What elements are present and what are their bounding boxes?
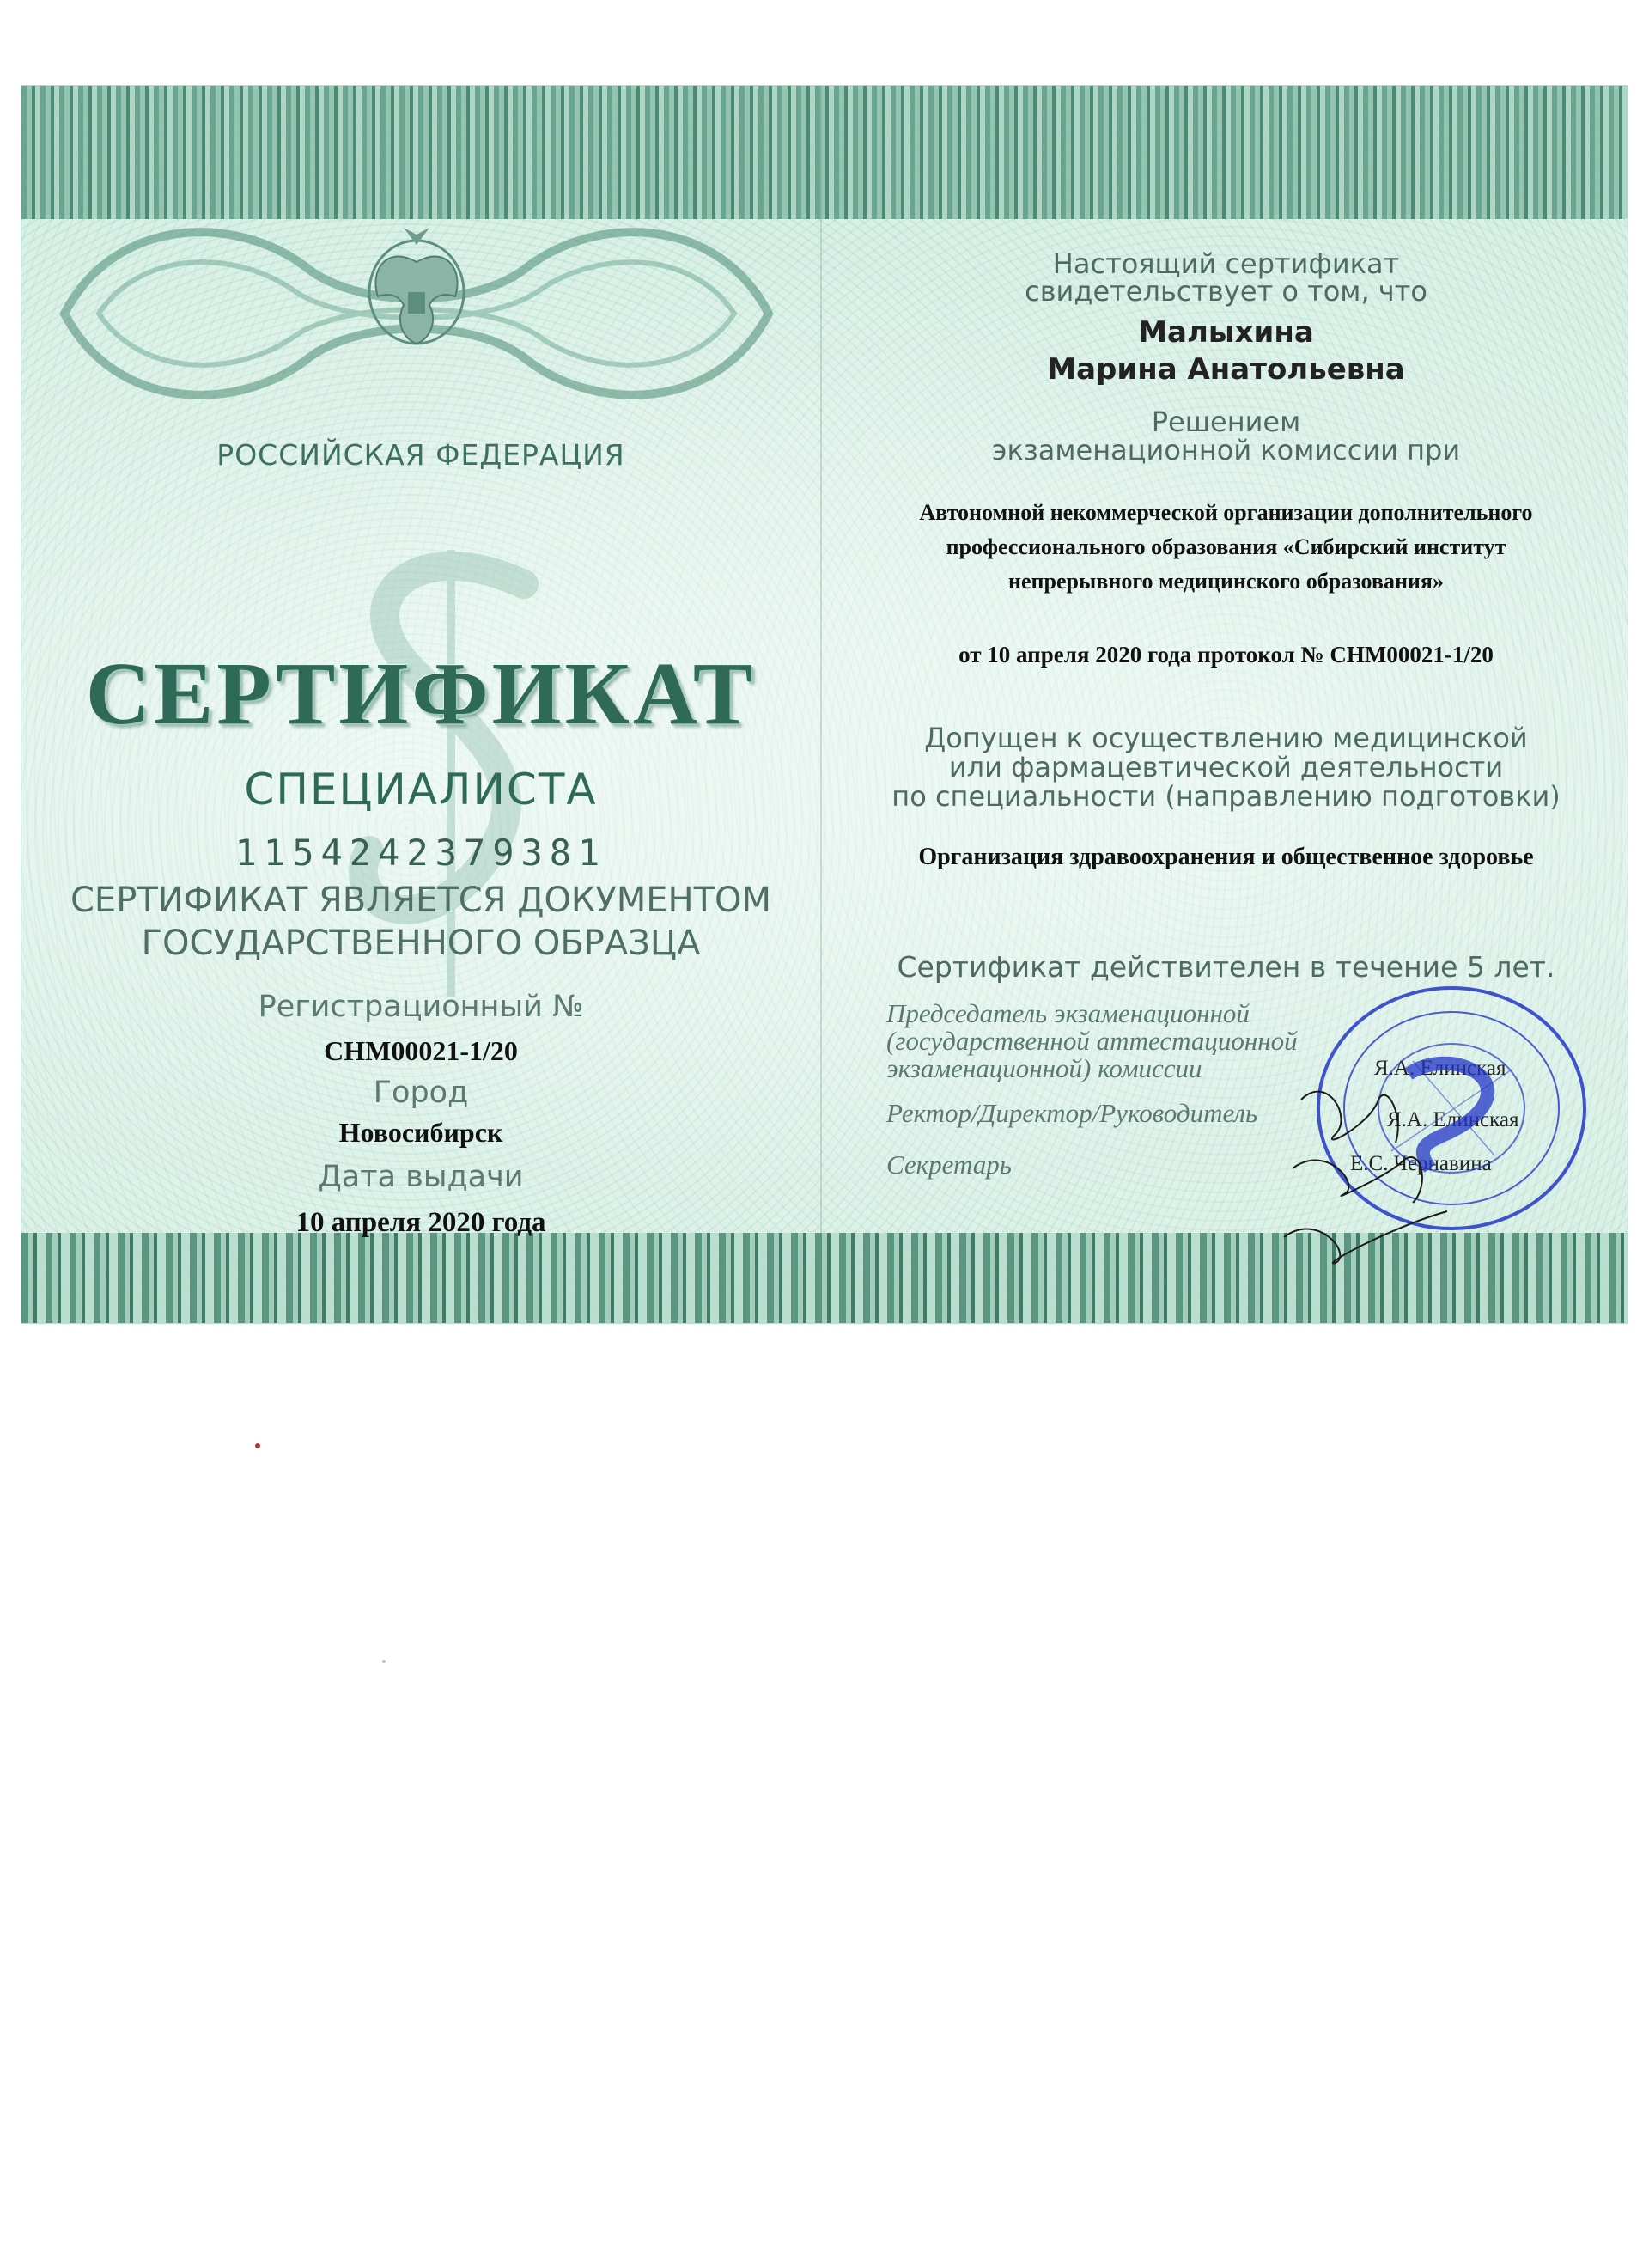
decision-line-1: Решением [1151,405,1301,438]
rector-label: Ректор/Директор/Руководитель [886,1098,1258,1128]
handwritten-signatures [1275,1065,1473,1271]
center-fold [820,86,822,1323]
holder-given-names: Марина Анатольевна [1047,352,1405,387]
city-label: Город [373,1076,469,1110]
specialty-value: Организация здравоохранения и общественное здоровье [918,844,1534,870]
certificate-title: СЕРТИФИКАТ [85,644,757,743]
decision-line-2: экзаменационной комиссии при [991,434,1461,466]
registration-value: СНМ00021-1/20 [324,1035,518,1066]
city-value: Новосибирск [338,1117,503,1148]
organization-line-2: профессионального образования «Сибирский институт [946,534,1506,559]
intro-line-1: Настоящий сертификат [1052,247,1400,280]
chairman-signature-name: Я.А. Елинская [1374,1057,1506,1080]
organization-line-3: непрерывного медицинского образования» [1008,569,1444,594]
protocol-line: от 10 апреля 2020 года протокол № СНМ00021-1/20 [958,642,1494,668]
admission-line-1: Допущен к осуществлению медицинской [924,722,1528,754]
chairman-label-line-2: (государственной аттестационной [886,1026,1298,1056]
organization-line-1: Автономной некоммерческой организации дополнительного [919,500,1533,525]
serial-number: 1154242379381 [234,832,607,874]
admission-line-3: по специальности (направлению подготовки) [891,780,1561,813]
certificate-sheet [21,86,1628,1323]
issue-date-label: Дата выдачи [318,1160,524,1194]
chairman-label-line-3: экзаменационной) комиссии [886,1053,1202,1083]
secretary-signature-name: Е.С. Чернавина [1350,1152,1492,1175]
admission-line-2: или фармацевтической деятельности [948,751,1504,783]
stray-gray-mark [382,1660,386,1663]
state-document-line-1: СЕРТИФИКАТ ЯВЛЯЕТСЯ ДОКУМЕНТОМ [70,881,771,920]
chairman-label-line-1: Председатель экзаменационной [886,998,1250,1028]
country-heading: РОССИЙСКАЯ ФЕДЕРАЦИЯ [216,438,625,472]
secretary-label: Секретарь [886,1149,1012,1180]
state-document-line-2: ГОСУДАРСТВЕННОГО ОБРАЗЦА [141,924,701,963]
rector-signature-name: Я.А. Елинская [1387,1108,1519,1131]
left-page [21,86,820,1323]
stray-red-mark [255,1443,260,1448]
certificate-subtitle: СПЕЦИАЛИСТА [244,765,598,814]
intro-line-2: свидетельствует о том, что [1025,275,1427,308]
validity-statement: Сертификат действителен в течение 5 лет. [897,950,1555,984]
issue-date-value: 10 апреля 2020 года [295,1207,546,1238]
holder-surname: Малыхина [1138,315,1314,350]
registration-label: Регистрационный № [258,990,584,1024]
